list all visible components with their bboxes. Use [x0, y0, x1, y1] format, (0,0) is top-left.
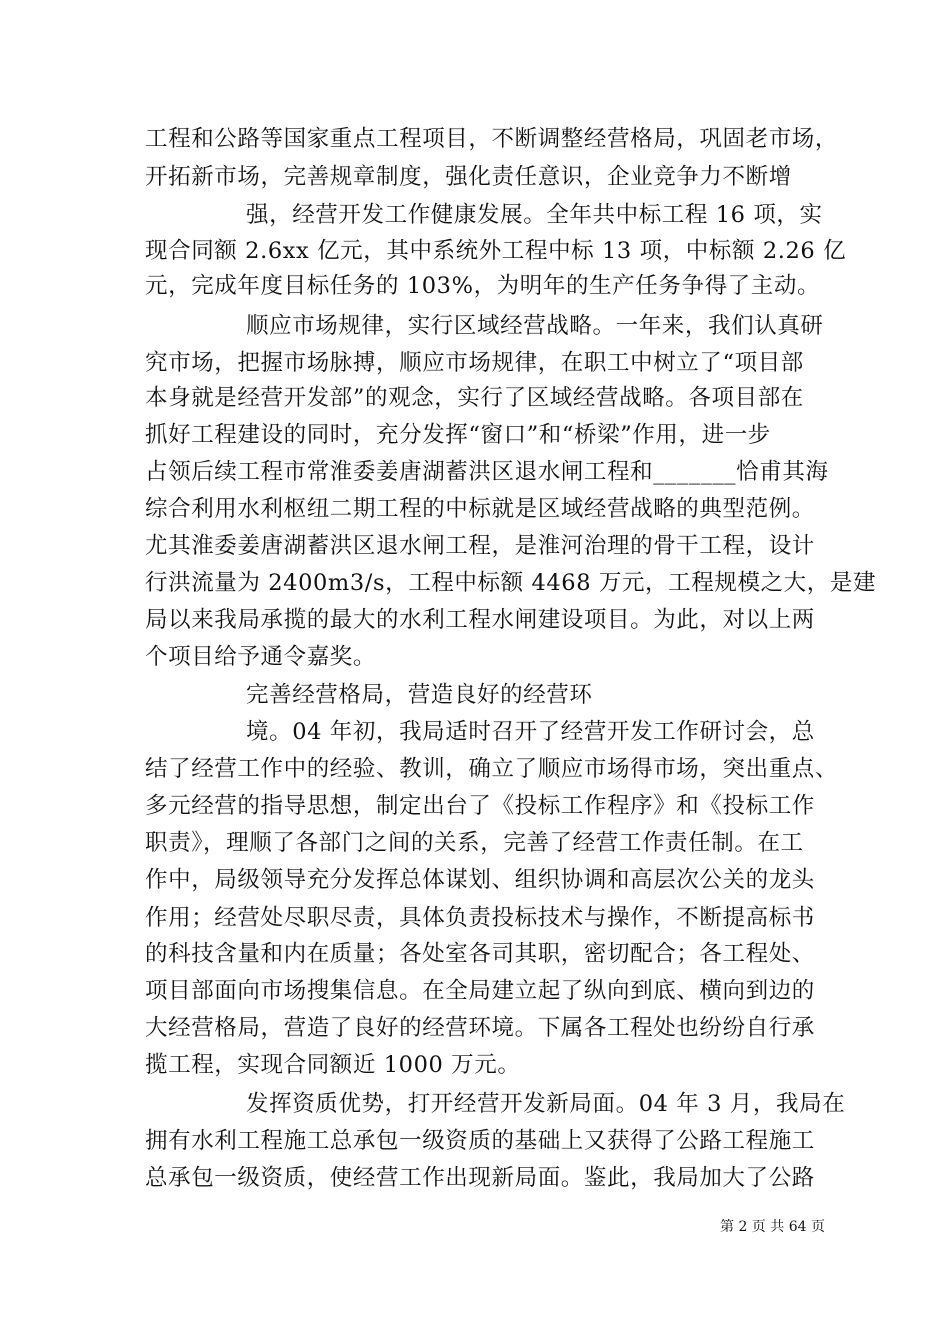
- text-line: 开拓新市场，完善规章制度，强化责任意识，企业竞争力不断增: [145, 164, 792, 190]
- text-line: 元，完成年度目标任务的 103%，为明年的生产任务争得了主动。: [145, 273, 821, 299]
- text-line: 顺应市场规律，实行区域经营战略。一年来，我们认真研: [246, 313, 824, 339]
- text-line: 究市场，把握市场脉搏，顺应市场规律，在职工中树立了“项目部: [145, 350, 804, 376]
- text-line: 总承包一级资质，使经营工作出现新局面。鉴此，我局加大了公路: [145, 1165, 815, 1191]
- text-line: 综合利用水利枢纽二期工程的中标就是区域经营战略的典型范例。: [145, 496, 815, 522]
- text-line: 项目部面向市场搜集信息。在全局建立起了纵向到底、横向到边的: [145, 978, 815, 1004]
- text-line: 发挥资质优势，打开经营开发新局面。04 年 3 月，我局在: [246, 1091, 846, 1117]
- text-line: 强，经营开发工作健康发展。全年共中标工程 16 项，实: [246, 202, 823, 228]
- text-line: 行洪流量为 2400m3/s，工程中标额 4468 万元，工程规模之大，是建: [145, 570, 877, 596]
- text-line: 本身就是经营开发部”的观念，实行了区域经营战略。各项目部在: [145, 385, 804, 411]
- text-line: 占领后续工程市常淮委姜唐湖蓄洪区退水闸工程和_______恰甫其海: [145, 459, 829, 485]
- text-line: 境。04 年初，我局适时召开了经营开发工作研讨会，总: [246, 719, 815, 745]
- text-line: 完善经营格局，营造良好的经营环: [246, 682, 593, 708]
- text-line: 局以来我局承揽的最大的水利工程水闸建设项目。为此，对以上两: [145, 607, 815, 633]
- page-number-footer: 第 2 页 共 64 页: [720, 1219, 825, 1235]
- text-line: 大经营格局，营造了良好的经营环境。下属各工程处也纷纷自行承: [145, 1015, 815, 1041]
- text-line: 尤其淮委姜唐湖蓄洪区退水闸工程，是淮河治理的骨干工程，设计: [145, 533, 815, 559]
- text-line: 抓好工程建设的同时，充分发挥“窗口”和“桥梁”作用，进一步: [145, 422, 771, 448]
- text-line: 结了经营工作中的经验、教训，确立了顺应市场得市场，突出重点、: [145, 756, 839, 782]
- text-line: 工程和公路等国家重点工程项目，不断调整经营格局，巩固老市场，: [145, 126, 839, 152]
- text-line: 职责》，理顺了各部门之间的关系，完善了经营工作责任制。在工: [145, 830, 804, 856]
- text-line: 作用；经营处尽职尽责，具体负责投标技术与操作，不断提高标书: [145, 905, 815, 931]
- text-line: 拥有水利工程施工总承包一级资质的基础上又获得了公路工程施工: [145, 1128, 815, 1154]
- text-line: 的科技含量和内在质量；各处室各司其职，密切配合；各工程处、: [145, 941, 815, 967]
- text-line: 多元经营的指导思想，制定出台了《投标工作程序》和《投标工作: [145, 793, 815, 819]
- text-line: 个项目给予通令嘉奖。: [145, 644, 377, 670]
- text-line: 作中，局级领导充分发挥总体谋划、组织协调和高层次公关的龙头: [145, 867, 815, 893]
- text-line: 现合同额 2.6xx 亿元，其中系统外工程中标 13 项，中标额 2.26 亿: [145, 238, 847, 264]
- text-line: 揽工程，实现合同额近 1000 万元。: [145, 1052, 521, 1078]
